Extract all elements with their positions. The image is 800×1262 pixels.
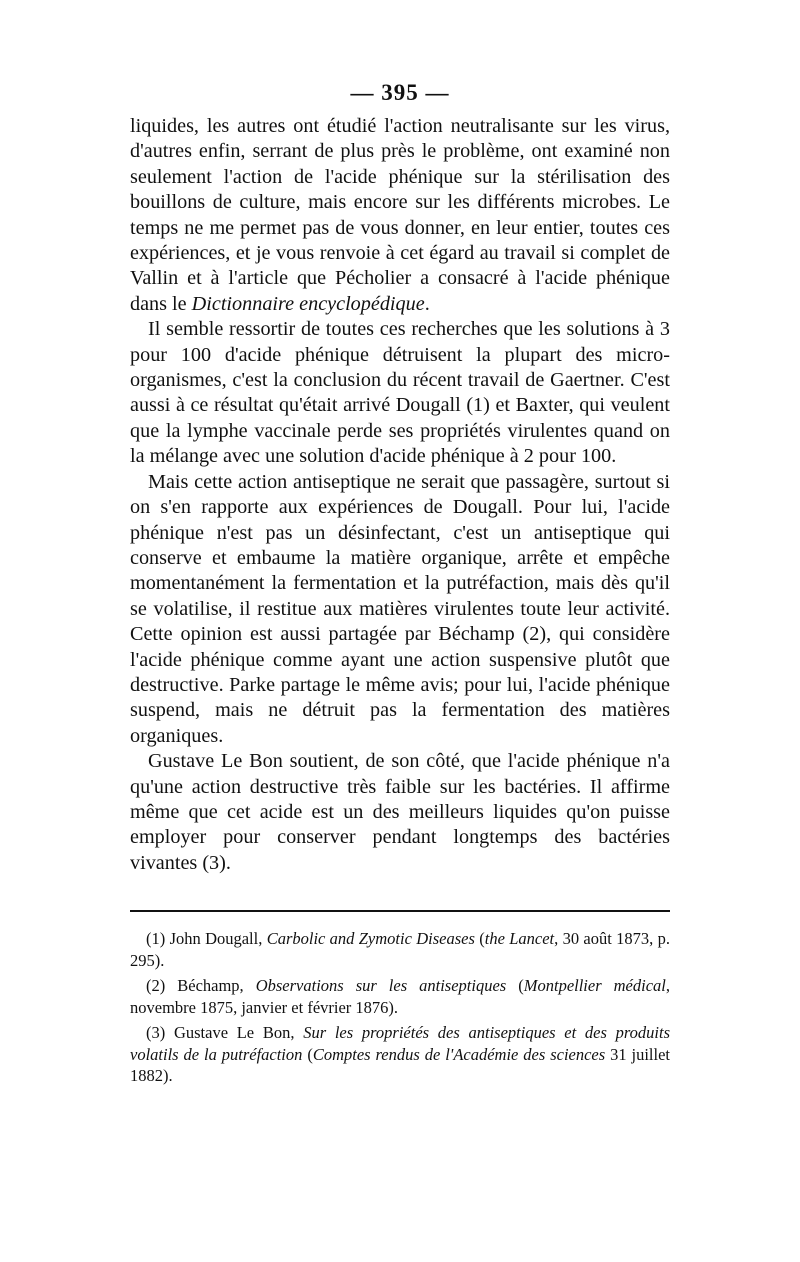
- footnote-2: [130, 975, 670, 1018]
- footnote-divider: [130, 910, 670, 912]
- footnote-3-journal: Comptes rendus de l'Académie des sciences: [312, 1044, 606, 1064]
- paragraph-1-end: .: [424, 292, 430, 315]
- page-number: — 395 —: [350, 80, 450, 105]
- footnote-2-journal: Montpellier médical: [523, 976, 666, 996]
- paragraph-4: Gustave Le Bon soutient, de son côté, que l'acide phénique n'a qu'une action destructive très faible sur les bactéries. Il affirme même que cet acide est un des meilleurs liquides qu'on puisse employer pour conserver pendant longtemps des bactéries vivantes (3).: [130, 750, 670, 874]
- paragraph-1-italic-title: Dictionnaire encyclopédique: [191, 292, 425, 315]
- footnote-1: [130, 928, 670, 971]
- book-page: [130, 80, 670, 1091]
- footnote-1-lead: (1) John Dougall,: [146, 929, 267, 949]
- paragraph-3: Mais cette action antiseptique ne serait que passagère, surtout si on s'en rapporte aux expériences de Dougall. Pour lui, l'acide phénique n'est pas un désinfectant, c'est un antiseptique qui conserve et embaume la matière organique, arrête et empêche momentanément la fermentation et la putréfaction, mais dès qu'il se volatilise, il restitue aux matières virulentes toute leur activité. Cette opinion est aussi partagée par Béchamp (2), qui considère l'acide phénique comme ayant une action suspensive plutôt que destructive. Parke partage le même avis; pour lui, l'acide phénique suspend, mais ne détruit pas la fermentation des matières organiques.: [130, 470, 670, 747]
- footnote-3: [130, 1022, 670, 1087]
- footnote-1-tail: , 30 août 1873, p. 295).: [130, 929, 670, 970]
- paragraph-1: [130, 114, 670, 317]
- footnote-2-title: Observations sur les antiseptiques: [255, 976, 507, 996]
- footnote-2-lead: (2) Béchamp,: [146, 976, 256, 996]
- footnote-3-mid: (: [302, 1044, 313, 1064]
- footnote-2-mid: (: [506, 976, 524, 996]
- paragraph-1-text: liquides, les autres ont étudié l'action neutralisante sur les virus, d'autres enfin, serrant de plus près le problème, ont examiné non seulement l'action de l'acide phénique sur la stérilisation des bouillons de culture, mais encore sur les différents microbes. Le temps ne me permet pas de vous donner, en leur entier, toutes ces expériences, et je vous renvoie à cet égard au travail si complet de Vallin et à l'article que Pécholier a consacré à l'acide phénique dans le: [130, 115, 670, 315]
- footnote-1-mid: (: [474, 929, 485, 949]
- paragraph-2: Il semble ressortir de toutes ces recherches que les solutions à 3 pour 100 d'acide phénique détruisent la plupart des micro-organismes, c'est la conclusion du récent travail de Gaertner. C'est aussi à ce résultat qu'était arrivé Dougall (1) et Baxter, qui veulent que la lymphe vaccinale perde ses propriétés virulentes quand on la mélange avec une solution d'acide phénique à 2 pour 100.: [130, 318, 670, 468]
- footnote-3-title: Sur les propriétés des antiseptiques et des produits volatils de la putréfaction: [130, 1023, 670, 1064]
- footnote-1-title: Carbolic and Zymotic Diseases: [266, 929, 475, 949]
- footnote-1-journal: the Lancet: [484, 929, 555, 949]
- footnote-3-tail: 31 juillet 1882).: [130, 1044, 670, 1086]
- footnote-3-lead: (3) Gustave Le Bon,: [146, 1023, 304, 1043]
- footnote-2-tail: , novembre 1875, janvier et février 1876).: [130, 976, 670, 1017]
